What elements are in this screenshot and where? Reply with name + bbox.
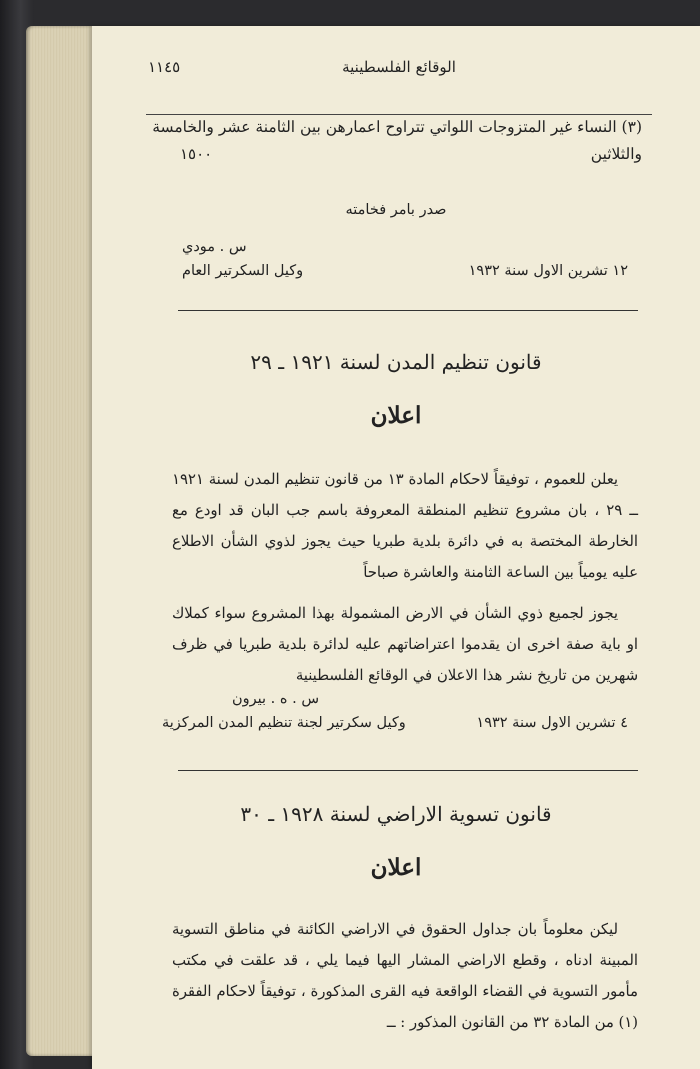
signatory-role-1: وكيل السكرتير العام [182, 263, 304, 279]
item-3 [152, 114, 642, 168]
item-3-line-2: والثلاثين [590, 145, 642, 163]
section-divider-1 [178, 310, 638, 311]
law-heading-land-settlement: قانون تسوية الاراضي لسنة ١٩٢٨ ـ ٣٠ [240, 802, 552, 826]
notice-date-1: ١٢ تشرين الاول سنة ١٩٣٢ [468, 263, 628, 279]
notice-heading-2: اعلان [370, 854, 422, 881]
page-number: ١١٤٥ [148, 58, 181, 76]
signatory-name-1: س . مودي [182, 239, 247, 255]
item-3-count: ١٥٠٠ [180, 145, 213, 163]
page-stack-edge [26, 26, 98, 1056]
notice-date-2: ٤ تشرين الاول سنة ١٩٣٢ [476, 715, 628, 731]
notice-2-paragraph-2: يجوز لجميع ذوي الشأن في الارض المشمولة بهذا المشروع سواء كملاك او باية صفة اخرى ان يقدموا اعتراضاتهم عليه لدائرة بلدية طبريا في ظرف شهرين من تاريخ نشر هذا الاعلان في الوقائع الفلسطينية [172, 605, 638, 684]
law-heading-town-planning: قانون تنظيم المدن لسنة ١٩٢١ ـ ٢٩ [250, 350, 542, 374]
item-3-line-1: (٣) النساء غير المتزوجات اللواتي تتراوح اعمارهن بين الثامنة عشر والخامسة [152, 118, 642, 136]
notice-3-paragraph-1: ليكن معلوماً بان جداول الحقوق في الاراضي الكائنة في مناطق التسوية المبينة ادناه ، وقطع الاراضي المشار اليها فيما يلي ، قد علقت في مكتب مأمور التسوية في القضاء الواقعة فيه القرى المذكورة ، توفيقاً لاحكام الفقرة (١) من المادة ٣٢ من القانون المذكور : ــ [172, 921, 638, 1031]
page-header [146, 52, 652, 115]
notice-2-body [172, 464, 638, 691]
signatory-name-2: س . ه . بيرون [232, 691, 320, 707]
gazette-title: الوقائع الفلسطينية [342, 58, 456, 76]
section-divider-2 [178, 770, 638, 771]
notice-3-body [172, 914, 638, 1038]
signatory-role-2: وكيل سكرتير لجنة تنظيم المدن المركزية [162, 715, 406, 731]
issued-by: صدر بامر فخامته [345, 202, 447, 218]
notice-2-paragraph-1: يعلن للعموم ، توفيقاً لاحكام المادة ١٣ من قانون تنظيم المدن لسنة ١٩٢١ ــ ٢٩ ، بان مشروع تنظيم المنطقة المعروفة باسم جب البان قد اودع مع الخارطة المختصة به في دائرة بلدية طبريا حيث يجوز لذوي الشأن الاطلاع عليه يومياً بين الساعة الثامنة والعاشرة صباحاً [172, 471, 638, 581]
gazette-page [92, 26, 700, 1069]
notice-heading-1: اعلان [370, 402, 422, 429]
